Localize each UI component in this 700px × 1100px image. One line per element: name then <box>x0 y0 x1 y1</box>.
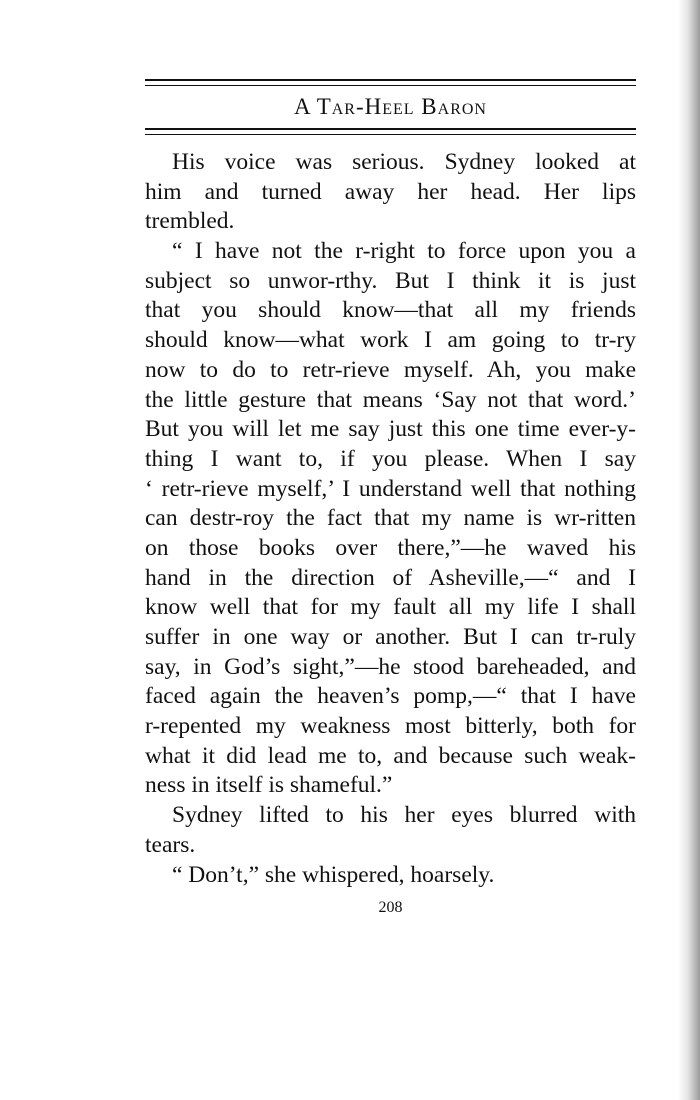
text-line: hand in the direction of Asheville,—“ and I <box>145 564 636 591</box>
text-line: tears. <box>145 831 196 858</box>
text-line: “ I have not the r-right to force upon you a <box>172 238 636 265</box>
page-number: 208 <box>378 899 403 916</box>
text-line: now to do to retr-rieve myself. Ah, you make <box>145 356 636 383</box>
header-rule-bottom-thin <box>145 134 636 135</box>
text-line: faced again the heaven’s pomp,—“ that I have <box>145 683 636 710</box>
text-line: His voice was serious. Sydney looked at <box>172 149 636 175</box>
text-line: can destr-roy the fact that my name is wr-ritten <box>145 505 636 532</box>
text-line: should know—what work I am going to tr-ry <box>145 327 636 354</box>
header-rule-top <box>145 79 636 81</box>
text-line: know well that for my fault all my life I shall <box>145 594 636 621</box>
text-line: that you should know—that all my friends <box>145 297 636 324</box>
text-line: Sydney lifted to his her eyes blurred with <box>172 802 636 829</box>
text-line: what it did lead me to, and because such weak- <box>145 742 636 769</box>
text-line: suffer in one way or another. But I can tr-ruly <box>145 624 636 650</box>
text-line: the little gesture that means ‘Say not that word.’ <box>145 386 636 413</box>
text-line: “ Don’t,” she whispered, hoarsely. <box>172 861 495 888</box>
text-line: r-repented my weakness most bitterly, both for <box>145 713 636 740</box>
text-line: trembled. <box>145 208 235 235</box>
text-line: on those books over there,”—he waved his <box>145 534 636 561</box>
text-line: say, in God’s sight,”—he stood bareheaded, and <box>145 653 636 680</box>
body-text <box>145 148 636 890</box>
text-line: him and turned away her head. Her lips <box>145 178 636 205</box>
page-edge-shadow <box>678 0 700 1100</box>
header-rule-bottom <box>145 128 636 130</box>
text-line: ‘ retr-rieve myself,’ I understand well that nothing <box>145 475 636 502</box>
header-rule-top-thin <box>145 85 636 86</box>
text-line: But you will let me say just this one time ever-y- <box>145 416 636 443</box>
running-head: A Tar-Heel Baron <box>294 94 487 119</box>
text-line: thing I want to, if you please. When I say <box>145 445 636 472</box>
text-line: ness in itself is shameful.” <box>145 772 393 799</box>
text-line: subject so unwor-rthy. But I think it is just <box>145 267 636 294</box>
